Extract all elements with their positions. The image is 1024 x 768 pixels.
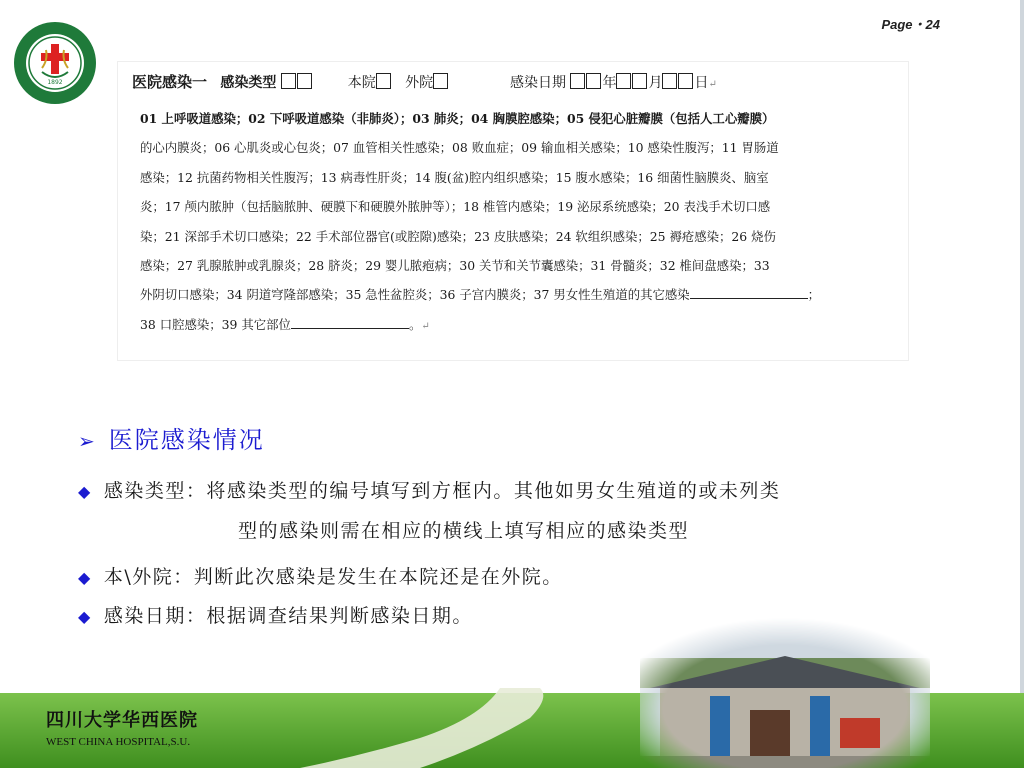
bullet-item	[78, 562, 563, 589]
bullet-text: 感染日期：根据调查结果判断感染日期。	[103, 605, 473, 627]
year-label: 年	[602, 75, 617, 91]
section-heading	[78, 420, 265, 455]
slide-edge	[1020, 0, 1024, 768]
footer-logo	[46, 706, 198, 748]
form-line: 感染；27 乳腺脓肿或乳腺炎；28 脐炎；29 婴儿脓疱病；30 关节和关节囊感染；31 骨髓炎；32 椎间盘感染；33	[140, 258, 770, 274]
footer-logo-en: WEST CHINA HOSPITAL,S.U.	[46, 736, 191, 748]
other-infection-blank[interactable]	[690, 286, 808, 299]
type-box-2[interactable]	[297, 73, 312, 89]
bullet-item	[78, 601, 473, 628]
line-end: ；	[807, 287, 821, 303]
local-label: 本院	[347, 75, 376, 91]
form-line-row	[140, 280, 870, 309]
form-line: 感染；12 抗菌药物相关性腹泻；13 病毒性肝炎；14 腹(盆)腔内组织感染；15 腹水感染；16 细菌性脑膜炎、脑室	[140, 169, 769, 185]
type-box-1[interactable]	[281, 73, 296, 89]
form-line: 外阴切口感染；34 阴道穹隆部感染；35 急性盆腔炎；36 子宫内膜炎；37 男女性生殖道的其它感染	[140, 287, 690, 303]
form-line-row: 38 口腔感染；39 其它部位 。↵	[140, 316, 430, 332]
page-number: Page・24	[881, 17, 940, 32]
form-scan	[118, 62, 908, 360]
month-box-1[interactable]	[616, 73, 631, 89]
day-label: 日	[694, 75, 709, 91]
diamond-bullet-icon: ◆	[78, 482, 92, 501]
other-site-blank[interactable]	[291, 316, 409, 329]
form-body	[140, 104, 870, 341]
month-label: 月	[648, 75, 663, 91]
bullet-text: 本\外院：判断此次感染是发生在本院还是在外院。	[103, 566, 563, 588]
year-box-1[interactable]	[570, 73, 585, 89]
form-line: 染；21 深部手术切口感染；22 手术部位器官(或腔隙)感染；23 皮肤感染；24 软组织感染；25 褥疮感染；26 烧伤	[140, 228, 776, 244]
form-line: 炎；17 颅内脓肿（包括脑脓肿、硬膜下和硬膜外脓肿等）；18 椎管内感染；19 泌尿系统感染；20 表浅手术切口感	[140, 199, 771, 215]
bullet-item	[78, 476, 780, 503]
footer-logo-cn: 四川大学华西医院	[46, 710, 198, 731]
bullet-text: 感染类型：将感染类型的编号填写到方框内。其他如男女生殖道的或未列类	[103, 480, 781, 502]
section-heading-text: 医院感染情况	[108, 426, 265, 454]
year-box-2[interactable]	[586, 73, 601, 89]
day-box-2[interactable]	[678, 73, 693, 89]
diamond-bullet-icon: ◆	[78, 568, 92, 587]
form-line: 的心内膜炎；06 心肌炎或心包炎；07 血管相关性感染；08 败血症；09 输血相关感染；10 感染性腹泻；11 胃肠道	[140, 140, 779, 156]
form-header: 医院感染一 感染类型 本院 外院 感染日期 年 月 日↵	[132, 73, 717, 91]
hospital-building-image	[640, 618, 930, 768]
bullet-text-continuation: 型的感染则需在相应的横线上填写相应的感染类型	[238, 520, 690, 542]
date-label: 感染日期	[510, 75, 566, 91]
external-label: 外院	[405, 75, 434, 91]
diamond-bullet-icon: ◆	[78, 607, 92, 626]
month-box-2[interactable]	[632, 73, 647, 89]
svg-text:1892: 1892	[47, 79, 63, 86]
local-box[interactable]	[376, 73, 391, 89]
external-box[interactable]	[433, 73, 448, 89]
hospital-logo	[12, 20, 98, 106]
infection-type-label: 感染类型	[220, 75, 277, 91]
day-box-1[interactable]	[662, 73, 677, 89]
form-line: 01 上呼吸道感染；02 下呼吸道感染（非肺炎）；03 肺炎；04 胸膜腔感染；05 侵犯心脏瓣膜（包括人工心瓣膜）	[140, 111, 775, 126]
arrow-bullet-icon: ➢	[78, 429, 97, 453]
form-line: 38 口腔感染；39 其它部位	[140, 316, 291, 332]
line-end: 。	[408, 316, 422, 332]
form-title: 医院感染一	[132, 73, 208, 91]
